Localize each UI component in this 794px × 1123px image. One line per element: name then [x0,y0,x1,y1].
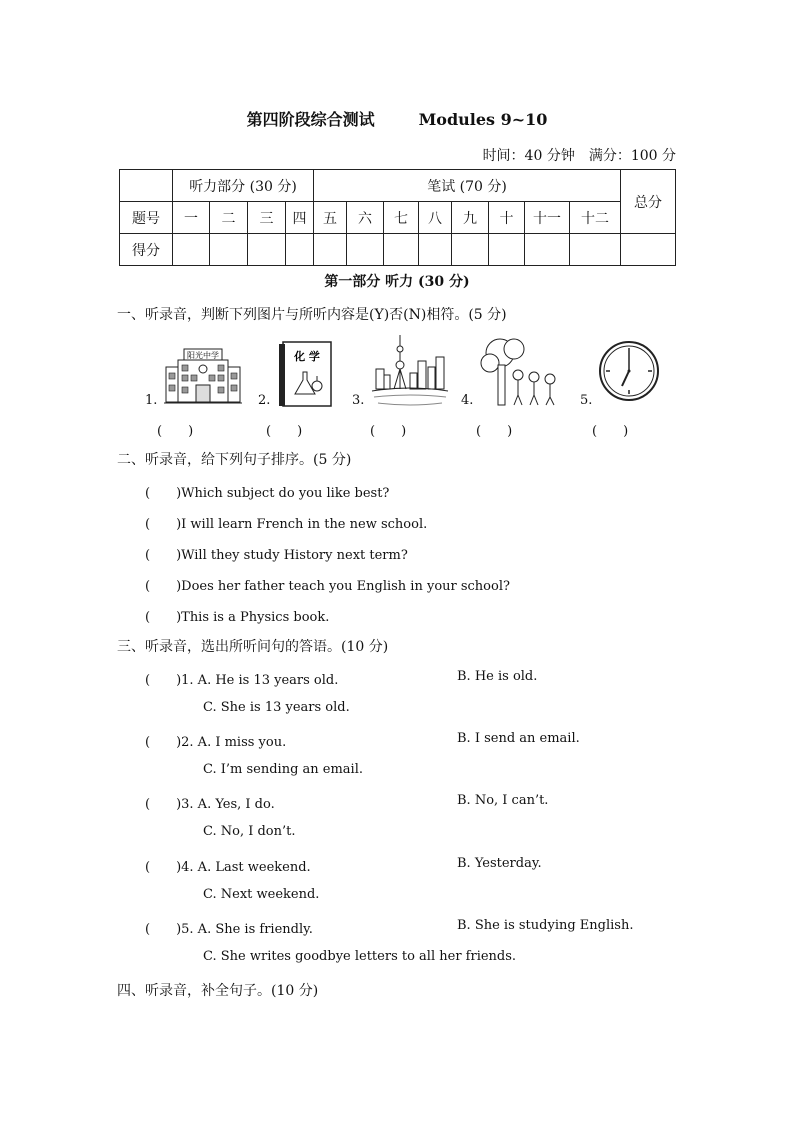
section-3-title: 三、听录音，选出所听问句的答语。(10 分) [117,639,389,655]
section-2-title: 二、听录音，给下列句子排序。(5 分) [117,452,352,468]
question-number: 七 [384,202,419,234]
listening-header: 听力部分 (30 分) [173,170,314,202]
question-option-a: ( )3. A. Yes, I do. [145,797,275,812]
question-option-b: B. No, I can’t. [457,793,549,808]
question-number: 六 [347,202,384,234]
score-cell[interactable] [347,234,384,266]
score-row-label: 得分 [120,234,173,266]
question-number: 十二 [570,202,621,234]
writing-header: 笔试 (70 分) [314,170,621,202]
question-number: 八 [419,202,452,234]
total-score-cell[interactable] [621,234,676,266]
question-option-b: B. She is studying English. [457,918,634,933]
page-title [0,107,794,130]
score-cell[interactable] [419,234,452,266]
ordering-sentence: ( )Does her father teach you English in your school? [145,579,510,594]
question-option-c: C. Next weekend. [203,887,320,902]
modules-label: Modules 9~10 [418,110,548,129]
blank-cell [120,170,173,202]
school-sign: 阳光中学 [187,351,219,360]
question-option-a: ( )5. A. She is friendly. [145,922,313,937]
score-cell[interactable] [210,234,248,266]
question-option-c: C. No, I don’t. [203,824,296,839]
chemistry-book-icon [277,340,333,408]
question-option-a: ( )4. A. Last weekend. [145,860,311,875]
ordering-sentence: ( )This is a Physics book. [145,610,330,625]
question-option-c: C. She writes goodbye letters to all her friends. [203,949,517,964]
score-table [119,169,676,266]
question-option-a: ( )2. A. I miss you. [145,735,287,750]
part-one-heading: 第一部分 听力 (30 分) [324,274,470,290]
question-option-b: B. I send an email. [457,731,580,746]
section-1-title: 一、听录音，判断下列图片与所听内容是(Y)否(N)相符。(5 分) [117,307,507,323]
city-skyline-icon [370,333,450,411]
score-cell[interactable] [286,234,314,266]
question-row-label: 题号 [120,202,173,234]
question-number: 四 [286,202,314,234]
question-option-c: C. She is 13 years old. [203,700,350,715]
picture-number: 3. [352,393,365,408]
question-option-b: B. He is old. [457,669,538,684]
section-4-title: 四、听录音，补全句子。(10 分) [117,983,319,999]
question-option-a: ( )1. A. He is 13 years old. [145,673,339,688]
ordering-sentence: ( )Which subject do you like best? [145,486,390,501]
ordering-sentence: ( )Will they study History next term? [145,548,408,563]
score-cell[interactable] [525,234,570,266]
children-under-tree-icon [478,337,562,409]
total-header: 总分 [621,170,676,234]
time-info: 时间：40 分钟 满分：100 分 [482,148,676,164]
ordering-sentence: ( )I will learn French in the new school. [145,517,428,532]
exam-title: 第四阶段综合测试 [246,110,375,129]
answer-paren[interactable]: ( ) [476,424,513,439]
question-option-c: C. I’m sending an email. [203,762,363,777]
question-number: 十 [489,202,525,234]
picture-number: 5. [580,393,593,408]
answer-paren[interactable]: ( ) [592,424,629,439]
school-building-icon [164,347,242,407]
answer-paren[interactable]: ( ) [370,424,407,439]
book-title-text: 化 学 [294,350,320,363]
answer-paren[interactable]: ( ) [266,424,303,439]
picture-number: 4. [461,393,474,408]
score-cell[interactable] [452,234,489,266]
score-cell[interactable] [173,234,210,266]
score-cell[interactable] [489,234,525,266]
question-number: 五 [314,202,347,234]
picture-number: 2. [258,393,271,408]
wall-clock-icon [598,340,660,402]
question-number: 九 [452,202,489,234]
question-number: 十一 [525,202,570,234]
score-cell[interactable] [248,234,286,266]
score-cell[interactable] [314,234,347,266]
picture-number: 1. [145,393,158,408]
question-number: 一 [173,202,210,234]
answer-paren[interactable]: ( ) [157,424,194,439]
question-number: 三 [248,202,286,234]
score-cell[interactable] [570,234,621,266]
score-cell[interactable] [384,234,419,266]
question-option-b: B. Yesterday. [457,856,542,871]
question-number: 二 [210,202,248,234]
